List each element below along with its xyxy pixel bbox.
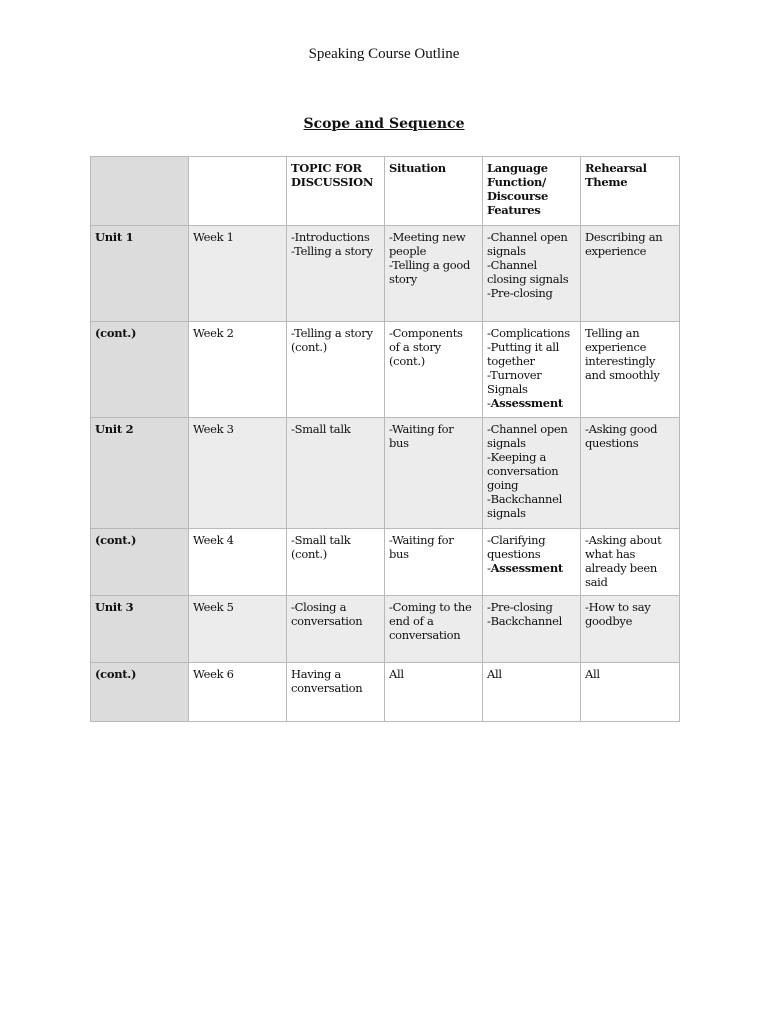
language-line: together: [487, 354, 535, 368]
topic-cell: [287, 663, 385, 722]
header-topic-cell: [287, 157, 385, 226]
rehearsal-line: All: [585, 667, 600, 681]
table-row: [91, 596, 680, 663]
language-cell: [483, 322, 581, 418]
language-line: -Clarifying: [487, 533, 546, 547]
situation-line: end of a: [389, 614, 434, 628]
table-row: [91, 418, 680, 529]
language-cell: [483, 596, 581, 663]
rehearsal-line: -Asking good: [585, 422, 658, 436]
rehearsal-line: Describing an: [585, 230, 663, 244]
topic-cell: [287, 529, 385, 596]
situation-cell: [385, 322, 483, 418]
situation-line: of a story: [389, 340, 441, 354]
situation-cell: [385, 596, 483, 663]
language-line: -Channel open: [487, 230, 568, 244]
header-topic-line: DISCUSSION: [291, 175, 374, 189]
scope-sequence-table: [90, 156, 680, 722]
unit-cell: Unit 2: [91, 418, 189, 529]
language-line: questions: [487, 547, 541, 561]
topic-cell: [287, 596, 385, 663]
table-row: [91, 322, 680, 418]
situation-line: -Telling a good: [389, 258, 471, 272]
table-header-row: [91, 157, 680, 226]
header-language-line: Features: [487, 203, 541, 217]
situation-line: All: [389, 667, 404, 681]
language-line: -Keeping a: [487, 450, 547, 464]
situation-line: -Waiting for: [389, 422, 454, 436]
topic-line: conversation: [291, 614, 363, 628]
topic-line: (cont.): [291, 340, 327, 354]
situation-line: bus: [389, 547, 409, 561]
rehearsal-cell: [581, 418, 680, 529]
rehearsal-line: experience: [585, 340, 647, 354]
header-language-line: Language: [487, 161, 548, 175]
assessment-prefix: -: [487, 561, 491, 575]
language-line: -Backchannel: [487, 492, 563, 506]
rehearsal-line: said: [585, 575, 608, 589]
header-situation-cell: [385, 157, 483, 226]
language-line: -Backchannel: [487, 614, 563, 628]
situation-line: -Waiting for: [389, 533, 454, 547]
assessment-prefix: -: [487, 396, 491, 410]
table-row: [91, 226, 680, 322]
topic-cell: [287, 226, 385, 322]
rehearsal-line: goodbye: [585, 614, 633, 628]
assessment-line: [487, 561, 576, 575]
week-cell: Week 5: [189, 596, 287, 663]
topic-line: Having a: [291, 667, 341, 681]
header-situation-line: Situation: [389, 161, 446, 175]
language-line: going: [487, 478, 519, 492]
section-title: Scope and Sequence: [303, 116, 465, 132]
rehearsal-cell: [581, 529, 680, 596]
language-line: -Pre-closing: [487, 600, 553, 614]
table-row: [91, 529, 680, 596]
rehearsal-line: Telling an: [585, 326, 640, 340]
situation-line: -Meeting new: [389, 230, 466, 244]
language-line: All: [487, 667, 502, 681]
week-cell: Week 6: [189, 663, 287, 722]
unit-cell: (cont.): [91, 322, 189, 418]
header-language-line: Discourse: [487, 189, 548, 203]
language-line: -Complications: [487, 326, 570, 340]
situation-line: story: [389, 272, 417, 286]
situation-cell: [385, 226, 483, 322]
header-rehearsal-cell: [581, 157, 680, 226]
topic-line: conversation: [291, 681, 363, 695]
language-line: signals: [487, 244, 526, 258]
rehearsal-line: experience: [585, 244, 647, 258]
unit-cell: (cont.): [91, 663, 189, 722]
language-line: -Channel: [487, 258, 537, 272]
rehearsal-line: already been: [585, 561, 657, 575]
topic-cell: [287, 418, 385, 529]
week-cell: Week 1: [189, 226, 287, 322]
unit-cell: (cont.): [91, 529, 189, 596]
week-cell: Week 4: [189, 529, 287, 596]
rehearsal-line: and smoothly: [585, 368, 660, 382]
header-week-cell: [189, 157, 287, 226]
topic-line: -Telling a story: [291, 326, 373, 340]
topic-line: -Small talk: [291, 533, 351, 547]
rehearsal-cell: [581, 226, 680, 322]
situation-line: (cont.): [389, 354, 425, 368]
language-line: closing signals: [487, 272, 569, 286]
language-line: -Turnover: [487, 368, 542, 382]
topic-line: -Introductions: [291, 230, 370, 244]
week-cell: Week 2: [189, 322, 287, 418]
rehearsal-cell: [581, 322, 680, 418]
table-row: [91, 663, 680, 722]
language-line: -Pre-closing: [487, 286, 553, 300]
rehearsal-cell: [581, 663, 680, 722]
situation-line: bus: [389, 436, 409, 450]
language-line: -Channel open: [487, 422, 568, 436]
language-cell: [483, 529, 581, 596]
header-rehearsal-line: Rehearsal: [585, 161, 647, 175]
rehearsal-line: what has: [585, 547, 636, 561]
language-line: Signals: [487, 382, 528, 396]
situation-cell: [385, 418, 483, 529]
language-line: -Putting it all: [487, 340, 560, 354]
situation-line: people: [389, 244, 427, 258]
language-cell: [483, 226, 581, 322]
language-line: conversation: [487, 464, 559, 478]
unit-cell: Unit 1: [91, 226, 189, 322]
rehearsal-line: -How to say: [585, 600, 651, 614]
topic-line: -Closing a: [291, 600, 347, 614]
rehearsal-line: questions: [585, 436, 639, 450]
document-title: Speaking Course Outline: [308, 46, 460, 62]
rehearsal-line: interestingly: [585, 354, 656, 368]
week-cell: Week 3: [189, 418, 287, 529]
situation-line: -Components: [389, 326, 463, 340]
header-topic-line: TOPIC FOR: [291, 161, 362, 175]
situation-cell: [385, 663, 483, 722]
rehearsal-cell: [581, 596, 680, 663]
unit-cell: Unit 3: [91, 596, 189, 663]
language-line: signals: [487, 436, 526, 450]
topic-line: -Telling a story: [291, 244, 373, 258]
header-language-line: Function/: [487, 175, 546, 189]
situation-line: conversation: [389, 628, 461, 642]
language-cell: [483, 663, 581, 722]
assessment-line: [487, 396, 576, 410]
situation-line: -Coming to the: [389, 600, 472, 614]
header-rehearsal-line: Theme: [585, 175, 628, 189]
situation-cell: [385, 529, 483, 596]
header-unit-cell: [91, 157, 189, 226]
assessment-label: Assessment: [490, 396, 563, 410]
topic-cell: [287, 322, 385, 418]
topic-line: (cont.): [291, 547, 327, 561]
topic-line: -Small talk: [291, 422, 351, 436]
rehearsal-line: -Asking about: [585, 533, 662, 547]
language-cell: [483, 418, 581, 529]
language-line: signals: [487, 506, 526, 520]
header-language-cell: [483, 157, 581, 226]
assessment-label: Assessment: [490, 561, 563, 575]
